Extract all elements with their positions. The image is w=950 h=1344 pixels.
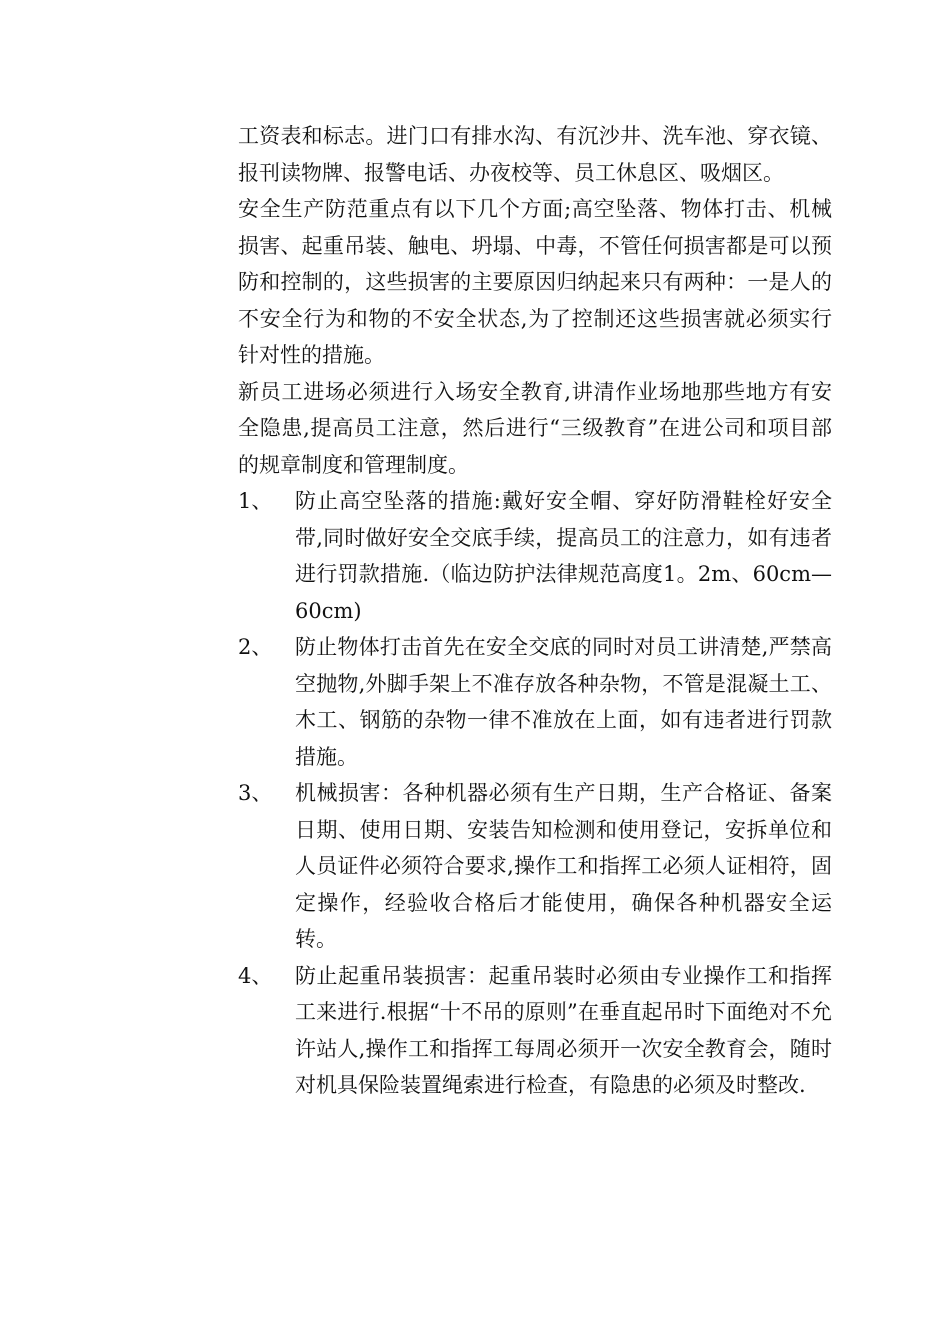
list-item-text: 防止高空坠落的措施:戴好安全帽、穿好防滑鞋栓好安全带,同时做好安全交底手续，提高员工的注意力，如有违者进行罚款措施.（临边防护法律规范高度1。2m、60cm—60cm) bbox=[295, 489, 832, 623]
list-marker: 4、 bbox=[238, 963, 273, 988]
list-item-text: 机械损害：各种机器必须有生产日期，生产合格证、备案日期、使用日期、安装告知检测和使用登记，安拆单位和人员证件必须符合要求,操作工和指挥工必须人证相符，固定操作，经验收合格后才能使用，确保各种机器安全运转。 bbox=[295, 781, 832, 951]
measures-list bbox=[238, 483, 832, 1104]
list-marker: 3、 bbox=[238, 781, 273, 805]
list-item bbox=[238, 629, 832, 775]
paragraph-safety-focus: 安全生产防范重点有以下几个方面;高空坠落、物体打击、机械损害、起重吊装、触电、坍塌、中毒，不管任何损害都是可以预防和控制的，这些损害的主要原因归纳起来只有两种：一是人的不安全行为和物的不安全状态,为了控制还这些损害就必须实行针对性的措施。 bbox=[238, 197, 832, 367]
paragraph-intro: 工资表和标志。进门口有排水沟、有沉沙井、洗车池、穿衣镜、报刊读物牌、报警电话、办夜校等、员工休息区、吸烟区。 bbox=[238, 124, 832, 185]
document-page bbox=[238, 118, 832, 1104]
paragraph-new-employee-education: 新员工进场必须进行入场安全教育,讲清作业场地那些地方有安全隐患,提高员工注意，然后进行“三级教育”在进公司和项目部的规章制度和管理制度。 bbox=[238, 379, 832, 477]
list-item bbox=[238, 775, 832, 958]
list-marker: 1、 bbox=[238, 489, 273, 513]
list-item-text: 防止起重吊装损害：起重吊装时必须由专业操作工和指挥工来进行.根据“十不吊的原则”在垂直起吊时下面绝对不允许站人,操作工和指挥工每周必须开一次安全教育会，随时对机具保险装置绳索进行检查，有隐患的必须及时整改. bbox=[295, 963, 832, 1097]
list-item-text: 防止物体打击首先在安全交底的同时对员工讲清楚,严禁高空抛物,外脚手架上不准存放各种杂物，不管是混凝土工、木工、钢筋的杂物一律不准放在上面，如有违者进行罚款措施。 bbox=[295, 635, 832, 769]
list-marker: 2、 bbox=[238, 635, 273, 659]
list-item bbox=[238, 958, 832, 1104]
list-item bbox=[238, 483, 832, 629]
